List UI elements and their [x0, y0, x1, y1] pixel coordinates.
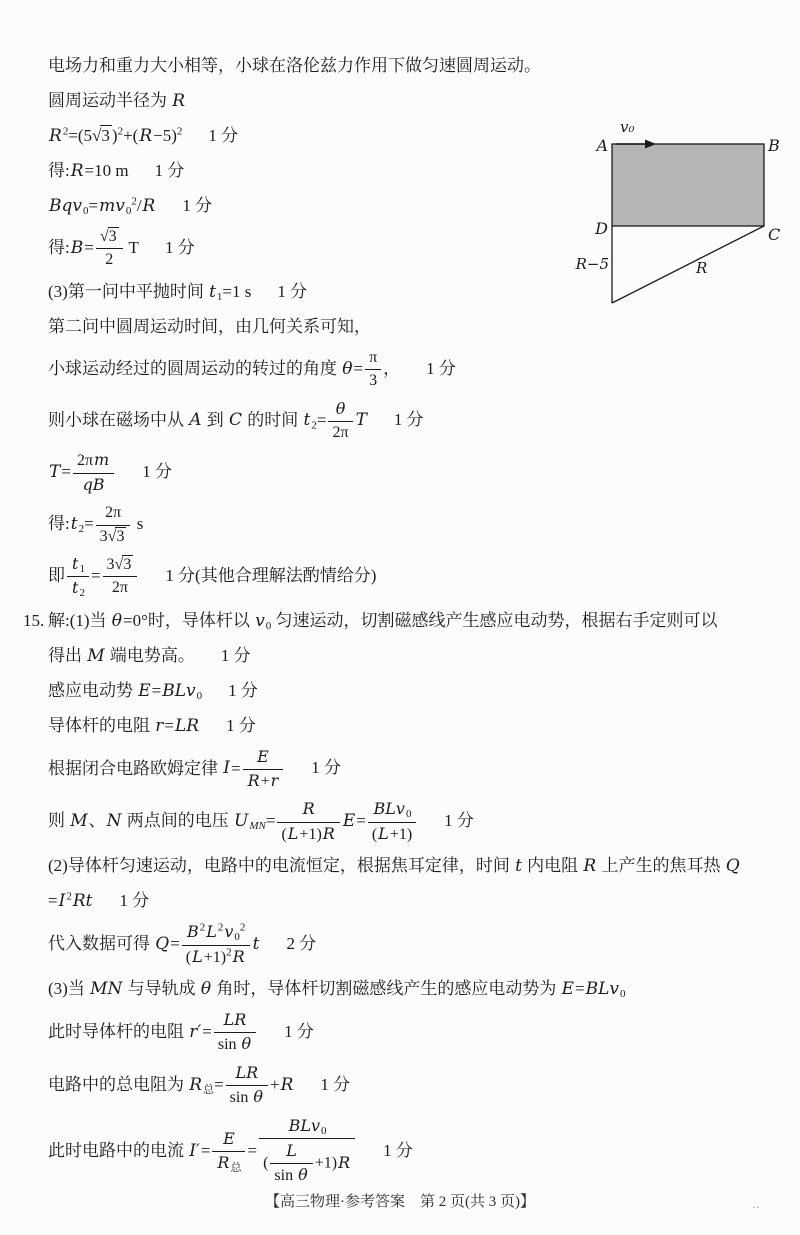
subscript: 0 [196, 689, 203, 702]
subscript: 2 [311, 418, 317, 431]
text-run: ( [371, 825, 378, 843]
math-var: θ [253, 1087, 263, 1107]
math-var: BLv [373, 799, 405, 819]
numerator [270, 1142, 312, 1164]
math-var: qB [82, 474, 105, 494]
text-run: 电路中的总电阻为 [48, 1074, 189, 1094]
math-var: v [255, 610, 265, 631]
math-var: E [561, 979, 575, 1000]
math-var: r [270, 771, 279, 791]
answer-line [48, 399, 766, 444]
math-var: r′ [189, 1021, 202, 1042]
denominator [73, 474, 114, 495]
text-run: + [260, 773, 270, 791]
text-run: 2π [76, 452, 94, 470]
denominator [368, 823, 416, 844]
math-var: L [206, 922, 217, 942]
math-var: LR [223, 1010, 247, 1030]
answer-line [48, 1010, 766, 1056]
text-run: 与导轨成 [123, 979, 200, 999]
math-var: mv [99, 196, 125, 216]
math-var: R [338, 1152, 351, 1172]
math-var: LR [174, 715, 200, 736]
corner-label-b: B [768, 136, 780, 155]
numerator [67, 555, 89, 577]
denominator [96, 526, 131, 546]
text-run: 即 [48, 565, 65, 585]
radicand: 3 [101, 126, 110, 145]
denominator [226, 1086, 268, 1107]
text-run: / [136, 196, 142, 215]
math-var: θ [200, 979, 212, 1000]
answer-line [23, 607, 766, 635]
numerator [214, 1011, 256, 1033]
math-fraction [226, 1064, 268, 1108]
math-var: R [280, 1074, 294, 1095]
math-sqrt [108, 528, 127, 545]
answer-line [48, 922, 766, 968]
answer-line [48, 712, 766, 740]
answer-line [48, 503, 766, 547]
sqrt-sign: √ [92, 126, 102, 145]
text-run: s [132, 513, 144, 533]
text-run: 2π [111, 579, 128, 597]
subscript: 0 [125, 205, 132, 217]
math-var: R [583, 856, 597, 877]
text-run: 得: [48, 513, 70, 533]
text-run: 解:(1)当 [48, 610, 111, 630]
footer-text: 【高三物理·参考答案 第 2 页(共 3 页)】 [265, 1194, 535, 1210]
text-run: +1) [389, 825, 413, 843]
text-run: = [356, 811, 366, 831]
text-run: = [48, 891, 58, 911]
text-run: 上产生的焦耳热 [597, 856, 725, 876]
math-var: Bqv [49, 196, 82, 216]
answer-line [48, 642, 766, 670]
superscript: 2 [217, 921, 224, 934]
math-sqrt [100, 228, 119, 245]
answer-line [48, 887, 766, 915]
math-var: L [287, 823, 299, 843]
text-run: = [84, 237, 94, 257]
subscript: 总 [203, 1083, 215, 1096]
math-fraction [368, 800, 416, 844]
text-run: = [61, 462, 71, 482]
text-run: 2π [332, 423, 349, 441]
text-run: (3)第一问中平抛时间 [48, 281, 209, 301]
math-var: LR [235, 1062, 259, 1082]
text-run: 得出 [48, 645, 87, 665]
score-label: 1 分 [277, 281, 308, 301]
physics-diagram [572, 106, 794, 320]
subscript: 0 [82, 205, 89, 217]
denominator [277, 823, 339, 844]
math-var: t [515, 856, 522, 877]
math-var: BLv [162, 680, 196, 701]
text-run: = [90, 565, 101, 585]
score-label: 1 分 [383, 1140, 413, 1160]
text-run: = [170, 934, 180, 954]
answer-line [48, 52, 766, 80]
math-fraction [259, 1117, 355, 1187]
superscript: 2 [62, 125, 69, 138]
score-label: 1 分 [119, 891, 150, 911]
denominator [214, 1033, 256, 1054]
score-label: 1 分 [142, 462, 172, 482]
text-run: 此时电路中的电流 [48, 1140, 189, 1160]
math-var: BLv [585, 979, 620, 1000]
math-fraction [73, 451, 114, 495]
math-var: C [229, 409, 243, 430]
superscript: 2 [199, 921, 206, 934]
item-number: 15. [23, 610, 45, 630]
superscript: 2 [131, 195, 137, 208]
magnetic-field-region [612, 144, 764, 226]
math-var: R [70, 161, 84, 181]
subscript: 0 [405, 808, 412, 821]
score-label: 1 分 [154, 161, 185, 180]
text-run: 则小球在磁场中从 [48, 409, 189, 429]
sqrt-sign: √ [99, 228, 109, 245]
math-var: t [70, 513, 78, 534]
numerator [73, 451, 114, 473]
math-var: m [94, 450, 110, 470]
denominator [328, 422, 352, 442]
math-var: E [138, 680, 151, 701]
subscript: 1 [216, 290, 223, 303]
text-run: 两点间的电压 [122, 811, 234, 831]
math-fraction [270, 1142, 312, 1186]
math-var: Q [155, 934, 170, 955]
math-fraction [212, 1130, 245, 1174]
math-var: R [302, 799, 315, 819]
denominator [365, 370, 381, 390]
math-var: I′ [189, 1140, 200, 1161]
radius-label: R [696, 259, 708, 277]
text-run: 圆周运动半径为 [48, 91, 172, 110]
score-label: 2 分 [286, 934, 317, 954]
text-run: = [265, 811, 276, 831]
math-fraction [243, 748, 284, 792]
text-run: π [369, 348, 378, 366]
math-var: R [172, 91, 186, 111]
radicand: 3 [108, 228, 117, 245]
text-run: 则 [48, 811, 70, 831]
text-run: 3 [99, 527, 108, 545]
score-label: 1 分 [164, 237, 195, 257]
math-var: θ [241, 1034, 252, 1054]
velocity-label: v₀ [620, 118, 635, 136]
text-run: ， [383, 358, 401, 378]
denominator [67, 577, 89, 598]
math-var: M [87, 645, 105, 666]
answer-line [48, 1063, 766, 1109]
score-label: 1 分 [426, 358, 456, 378]
answer-line [48, 677, 766, 705]
sqrt-sign: √ [107, 527, 117, 545]
math-var: T [355, 409, 367, 430]
math-var: Rt [72, 891, 93, 912]
text-run: =0°时，导体杆以 [123, 610, 255, 630]
text-run: + [269, 1074, 280, 1094]
corner-label-c: C [768, 225, 781, 244]
text-run: = [164, 715, 174, 735]
math-fraction [365, 349, 381, 391]
math-fraction [96, 504, 131, 546]
numerator [259, 1117, 355, 1139]
answer-line [48, 975, 766, 1003]
text-run: 根据闭合电路欧姆定律 [48, 758, 223, 778]
numerator [96, 504, 131, 525]
text-run: +1) [203, 948, 227, 966]
score-label: 1 分(其他合理解法酌情给分) [165, 565, 377, 585]
math-var: L [192, 946, 203, 966]
text-run: (2)导体杆匀速运动，电路中的电流恒定，根据焦耳定律，时间 [48, 856, 515, 876]
answer-line [48, 799, 766, 845]
math-var: M [70, 811, 88, 832]
superscript: 2 [239, 921, 246, 934]
text-run: 电场力和重力大小相等，小球在洛伦兹力作用下做匀速圆周运动。 [48, 56, 541, 75]
numerator [328, 400, 352, 422]
score-label: 1 分 [220, 645, 251, 665]
math-var: E [342, 811, 356, 832]
text-run: 此时导体杆的电阻 [48, 1021, 189, 1041]
math-var: L [378, 823, 389, 843]
text-run: T [124, 237, 139, 257]
denominator [96, 249, 123, 269]
text-run: −5) [153, 126, 177, 145]
math-var: R [322, 823, 335, 843]
answer-line [48, 747, 766, 793]
math-var: I [58, 891, 66, 912]
math-var: t [72, 578, 79, 598]
text-run: =(5 [68, 126, 93, 145]
math-var: t [72, 553, 79, 573]
score-label: 1 分 [226, 715, 256, 735]
text-run: 的时间 [243, 409, 303, 429]
text-run: +1) [314, 1154, 338, 1172]
text-run: = [200, 1140, 211, 1160]
text-run: = [575, 979, 585, 999]
numerator [277, 800, 339, 822]
answer-line [48, 554, 766, 600]
radius-line [612, 226, 764, 303]
subscript: 1 [79, 562, 85, 575]
math-var: t [252, 934, 260, 955]
text-run: = [230, 758, 241, 778]
math-var: r [155, 715, 164, 736]
text-run: sin [217, 1036, 241, 1054]
corner-label-d: D [595, 219, 608, 238]
text-run: (3)当 [48, 979, 90, 999]
page-footer [0, 1190, 800, 1211]
math-var: B [186, 922, 199, 942]
math-var: v [224, 922, 234, 942]
sqrt-sign: √ [114, 555, 124, 573]
denominator [270, 1164, 312, 1185]
text-run: 角时，导体杆切割磁感线产生的感应电动势为 [212, 979, 561, 999]
score-label: 1 分 [311, 758, 342, 778]
math-fraction [182, 923, 250, 967]
text-run: 匀速运动，切割磁感线产生感应电动势，根据右手定则可以 [271, 610, 718, 630]
answer-line [48, 1116, 766, 1188]
text-run: = [316, 409, 327, 429]
text-run: = [353, 358, 364, 378]
superscript: 2 [66, 890, 72, 903]
text-run: sin [274, 1167, 298, 1185]
denominator [259, 1139, 355, 1187]
score-label: 1 分 [393, 409, 424, 429]
math-var: R [232, 946, 245, 966]
math-var: MN [90, 979, 123, 1000]
score-label: 1 分 [228, 680, 258, 700]
math-sqrt [115, 556, 134, 573]
text-run: 3 [369, 372, 378, 390]
subscript: 0 [620, 988, 626, 1001]
math-var: T [49, 462, 61, 483]
math-var: R [139, 126, 153, 146]
superscript: 2 [117, 125, 124, 138]
text-run: ( [263, 1154, 269, 1172]
text-run: = [214, 1074, 224, 1094]
text-run: +1) [299, 825, 322, 843]
text-run: 到 [202, 409, 229, 429]
math-var: t [303, 409, 311, 430]
math-var: E [223, 1128, 235, 1148]
math-var: R [49, 126, 62, 146]
subscript: MN [249, 820, 266, 833]
text-run: 2π [105, 504, 122, 522]
text-run: 2 [105, 251, 114, 269]
math-fraction [277, 800, 339, 844]
numerator [226, 1064, 268, 1086]
text-run: 端电势高。 [105, 645, 195, 665]
answer-line [48, 348, 766, 392]
subscript: 0 [321, 1124, 327, 1137]
numerator [96, 228, 123, 249]
math-var: R [142, 196, 156, 216]
answer-line [48, 852, 766, 880]
text-run: 内电阻 [522, 856, 583, 876]
subscript: 总 [230, 1162, 242, 1175]
math-var: E [257, 746, 269, 766]
denominator [243, 770, 284, 791]
side-length-label: R−5 [575, 255, 609, 273]
text-run: =1 s [222, 281, 252, 301]
denominator [103, 577, 138, 597]
text-run: = [202, 1021, 212, 1041]
math-fraction [214, 1011, 256, 1055]
text-run: = [247, 1140, 258, 1160]
math-var: R [247, 771, 260, 791]
numerator [365, 349, 381, 370]
math-fraction [96, 228, 123, 270]
edge-mark: .. [752, 1199, 760, 1211]
math-var: Q [725, 856, 740, 877]
text-run: 小球运动经过的圆周运动的转过的角度 [48, 358, 342, 378]
subscript: 2 [78, 522, 85, 535]
score-label: 1 分 [444, 811, 474, 831]
text-run: 第二问中圆周运动时间，由几何关系可知， [48, 316, 371, 336]
denominator [182, 946, 250, 967]
math-var: θ [298, 1165, 308, 1185]
numerator [103, 556, 138, 577]
numerator [243, 748, 284, 770]
math-var: θ [342, 358, 353, 379]
math-var: A [189, 409, 202, 430]
text-run: ) [111, 126, 118, 145]
math-var: R [189, 1074, 203, 1095]
math-var: R [217, 1153, 230, 1173]
text-run: 、 [88, 811, 106, 831]
text-run: 3 [106, 555, 115, 573]
math-var: BLv [288, 1115, 321, 1135]
text-run: sin [229, 1089, 253, 1107]
numerator [212, 1130, 245, 1152]
math-var: t [209, 281, 216, 302]
math-var: θ [111, 610, 123, 631]
superscript: 2 [226, 946, 232, 959]
score-label: 1 分 [320, 1074, 351, 1094]
subscript: 2 [79, 587, 85, 600]
subscript: 0 [265, 619, 272, 632]
text-run: 代入数据可得 [48, 934, 155, 954]
text-run: ( [281, 825, 287, 843]
text-run: = [84, 513, 94, 533]
math-fraction [103, 556, 138, 598]
subscript: 0 [234, 931, 240, 944]
text-run: = [151, 680, 162, 700]
text-run: +( [123, 126, 139, 145]
text-run: 得: [48, 237, 70, 257]
score-label: 1 分 [182, 196, 213, 215]
radicand: 3 [123, 555, 132, 573]
math-sqrt [92, 126, 112, 145]
denominator [212, 1152, 245, 1173]
score-label: 1 分 [208, 126, 239, 145]
math-var: N [106, 811, 122, 832]
text-run: 导体杆的电阻 [48, 715, 155, 735]
math-var: I [223, 758, 230, 779]
numerator [368, 800, 416, 822]
text-run: =10 m [84, 161, 129, 180]
text-run: ( [185, 948, 192, 966]
text-run: 感应电动势 [48, 680, 138, 700]
superscript: 2 [176, 125, 183, 138]
math-var: θ [335, 398, 346, 418]
math-fraction [67, 555, 89, 599]
math-var: B [70, 237, 84, 258]
text-run: = [88, 196, 99, 215]
radicand: 3 [116, 527, 125, 545]
score-label: 1 分 [284, 1021, 314, 1041]
text-run: 得: [48, 161, 70, 180]
math-var: L [286, 1140, 297, 1160]
math-fraction [328, 400, 352, 443]
corner-label-a: A [596, 136, 608, 155]
answer-line [48, 450, 766, 496]
numerator [182, 923, 250, 945]
math-var: U [234, 811, 249, 832]
